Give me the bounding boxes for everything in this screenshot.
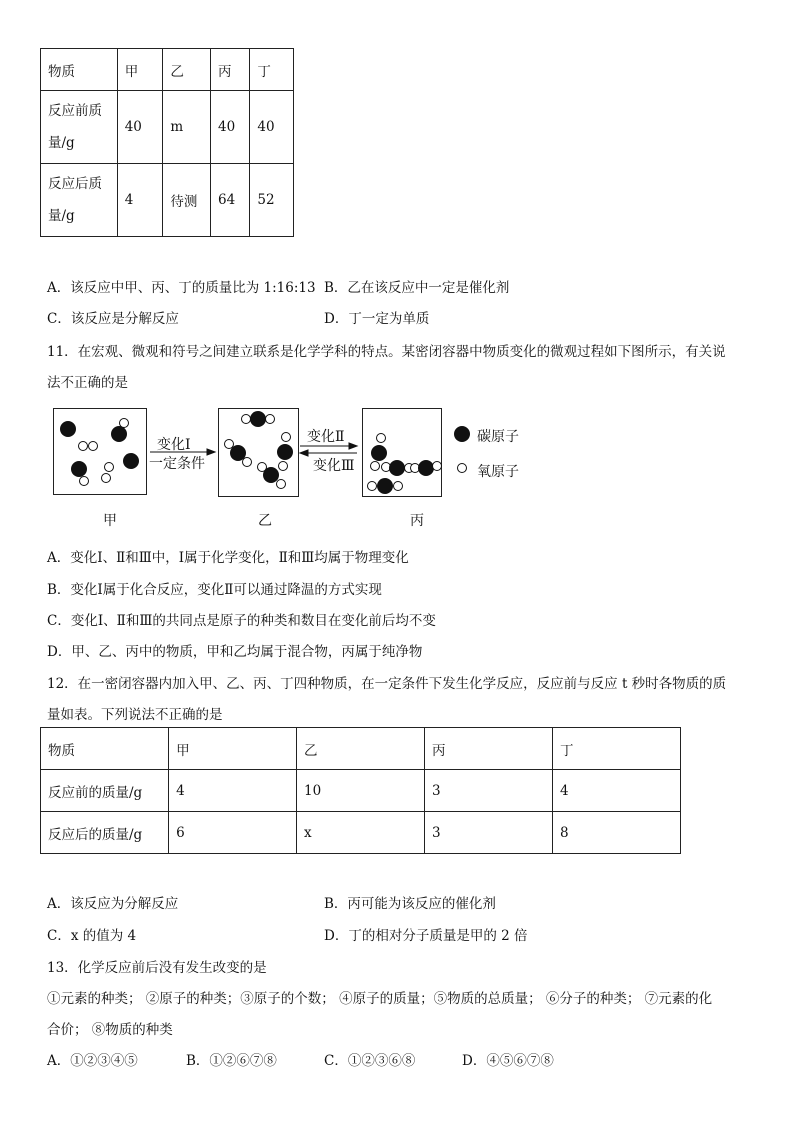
table-header-cell: 丁 — [250, 49, 294, 91]
q11-option-d[interactable]: D．甲、乙、丙中的物质，甲和乙均属于混合物，丙属于纯净物 — [47, 644, 423, 660]
q11-option-a[interactable]: A．变化Ⅰ、Ⅱ和Ⅲ中，Ⅰ属于化学变化，Ⅱ和Ⅲ均属于物理变化 — [47, 550, 409, 566]
bing-particles — [368, 434, 442, 495]
table-cell: 反应后的质量/g — [41, 812, 169, 854]
q13-stem-line3: 合价； ⑧物质的种类 — [47, 1022, 173, 1038]
q13-option-d[interactable]: D．④⑤⑥⑦⑧ — [462, 1053, 554, 1069]
q12-option-c[interactable]: C．x 的值为 4 — [47, 928, 137, 944]
table-cell: x — [297, 812, 425, 854]
oxygen-atom-legend-icon — [458, 464, 467, 473]
molecule-drawing — [0, 400, 560, 510]
carbon-atom-legend-icon — [454, 426, 470, 442]
q12-option-d[interactable]: D．丁的相对分子质量是甲的 2 倍 — [324, 928, 528, 944]
q10-option-d[interactable]: D．丁一定为单质 — [324, 311, 430, 327]
q12-option-b[interactable]: B．丙可能为该反应的催化剂 — [324, 896, 496, 912]
yi-particles — [225, 411, 294, 489]
table-cell: 64 — [211, 164, 250, 237]
table-cell: 10 — [297, 770, 425, 812]
table-cell: 3 — [425, 812, 553, 854]
q13-option-c[interactable]: C．①②③⑥⑧ — [324, 1053, 416, 1069]
legend-carbon-label: 碳原子 — [477, 429, 519, 445]
table-header-cell: 丙 — [425, 728, 553, 770]
table-header-cell: 乙 — [163, 49, 211, 91]
q10-option-b[interactable]: B．乙在该反应中一定是催化剂 — [324, 280, 510, 296]
q12-stem-line1: 12．在一密闭容器内加入甲、乙、丙、丁四种物质，在一定条件下发生化学反应，反应前与反应 t 秒时各物质的质 — [47, 676, 727, 692]
table-header-cell: 甲 — [117, 49, 163, 91]
q10-option-a[interactable]: A．该反应中甲、丙、丁的质量比为 1:16:13 — [47, 280, 316, 296]
label-jia: 甲 — [103, 513, 117, 529]
q11-option-b[interactable]: B．变化Ⅰ属于化合反应，变化Ⅱ可以通过降温的方式实现 — [47, 582, 382, 598]
q11-stem-line1: 11．在宏观、微观和符号之间建立联系是化学学科的特点。某密闭容器中物质变化的微观过程如下图所示，有关说 — [47, 344, 726, 360]
table-cell: 4 — [169, 770, 297, 812]
jia-particles — [60, 419, 139, 486]
arrow1-bottom-label: 一定条件 — [149, 456, 205, 472]
q12-stem-line2: 量如表。下列说法不正确的是 — [47, 707, 223, 723]
label-bing: 丙 — [410, 513, 424, 529]
table-cell: 40 — [250, 91, 294, 164]
q10-mass-table — [40, 48, 294, 237]
q11-stem-line2: 法不正确的是 — [47, 375, 128, 391]
table-cell: 3 — [425, 770, 553, 812]
q12-mass-table — [40, 727, 681, 854]
row-label-after: 反应后质 量/g — [41, 164, 118, 237]
q13-option-a[interactable]: A．①②③④⑤ — [47, 1053, 138, 1069]
table-cell: 反应前的质量/g — [41, 770, 169, 812]
q11-option-c[interactable]: C．变化Ⅰ、Ⅱ和Ⅲ的共同点是原子的种类和数目在变化前后均不变 — [47, 613, 436, 629]
table-header-cell: 物质 — [41, 728, 169, 770]
q13-option-b[interactable]: B．①②⑥⑦⑧ — [186, 1053, 277, 1069]
table-cell: 52 — [250, 164, 294, 237]
table-header-cell: 乙 — [297, 728, 425, 770]
table-header-cell: 甲 — [169, 728, 297, 770]
arrow1-top-label: 变化Ⅰ — [157, 437, 191, 453]
legend-oxygen-label: 氧原子 — [477, 464, 519, 480]
table-header-cell: 丁 — [553, 728, 681, 770]
table-cell: m — [163, 91, 211, 164]
q12-option-a[interactable]: A．该反应为分解反应 — [47, 896, 179, 912]
table-cell: 40 — [211, 91, 250, 164]
table-cell: 待测 — [163, 164, 211, 237]
row-label-before: 反应前质 量/g — [41, 91, 118, 164]
arrow2-top-label: 变化Ⅱ — [307, 429, 345, 445]
label-yi: 乙 — [258, 513, 272, 529]
table-cell: 4 — [117, 164, 163, 237]
table-cell: 4 — [553, 770, 681, 812]
table-cell: 6 — [169, 812, 297, 854]
q10-option-c[interactable]: C．该反应是分解反应 — [47, 311, 179, 327]
table-header-cell: 丙 — [211, 49, 250, 91]
q13-stem-line1: 13．化学反应前后没有发生改变的是 — [47, 960, 267, 976]
table-cell: 8 — [553, 812, 681, 854]
table-header-cell: 物质 — [41, 49, 118, 91]
arrow3-bottom-label: 变化Ⅲ — [313, 458, 355, 474]
q13-stem-line2: ①元素的种类； ②原子的种类；③原子的个数； ④原子的质量；⑤物质的总质量； ⑥分子的种类； ⑦元素的化 — [47, 991, 713, 1007]
table-cell: 40 — [117, 91, 163, 164]
